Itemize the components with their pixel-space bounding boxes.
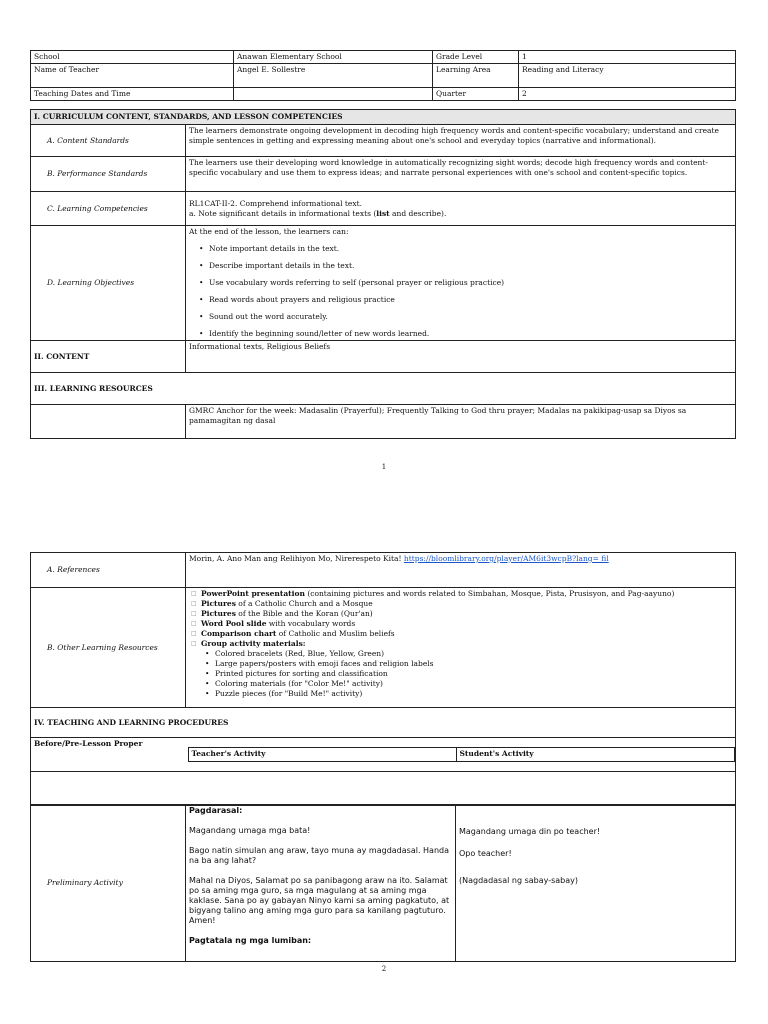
attendance-title: Pagtatala ng mga lumiban: xyxy=(189,936,312,945)
list-item: • Coloring materials (for "Color Me!" activity) xyxy=(205,679,732,689)
other-resources-label: B. Other Learning Resources xyxy=(31,588,186,708)
resources-table xyxy=(30,552,736,806)
list-item: • Read words about prayers and religious practice xyxy=(199,295,732,305)
content-label: II. CONTENT xyxy=(31,341,186,373)
student-line-3: (Nagdadasal ng sabay-sabay) xyxy=(459,876,579,885)
references-text: Morin, A. Ano Man ang Relihiyon Mo, Nirerespeto Kita! xyxy=(189,554,404,563)
dates-label: Teaching Dates and Time xyxy=(31,88,234,101)
pagdarasal-title: Pagdarasal: xyxy=(189,806,243,815)
references-cell xyxy=(186,553,736,588)
list-item: • Printed pictures for sorting and classification xyxy=(205,669,732,679)
section1-title: I. CURRICULUM CONTENT, STANDARDS, AND LESSON COMPETENCIES xyxy=(31,110,736,125)
preliminary-table xyxy=(30,804,736,962)
teacher-prayer-cell xyxy=(186,805,456,962)
group-materials-list xyxy=(189,649,732,699)
content-text: Informational texts, Religious Beliefs xyxy=(186,341,736,373)
list-item: □ Word Pool slide with vocabulary words xyxy=(191,619,732,629)
teacher-line-2: Bago natin simulan ang araw, tayo muna ay magdadasal. Handa na ba ang lahat? xyxy=(189,846,450,865)
teacher-line-3: Mahal na Diyos, Salamat po sa panibagong araw na ito. Salamat po sa aming mga guro, sa mga magulang at sa aming mga kaklase. Sana po ay gabayan Ninyo kami sa aming pagkatuto, at bigyang talino ang aming mga guro para sa kanilang pagtuturo. Amen! xyxy=(189,876,450,925)
list-item: □ Comparison chart of Catholic and Muslim beliefs xyxy=(191,629,732,639)
performance-standards-label: B. Performance Standards xyxy=(31,157,186,192)
performance-standards-text: The learners use their developing word knowledge in automatically recognizing sight words; decode high frequency words and content-specific vocabulary and use them to express ideas; and narrate personal experiences with one's school and content-specific topics. xyxy=(186,157,736,192)
list-item: • Puzzle pieces (for "Build Me!" activity) xyxy=(205,689,732,699)
competencies-label: C. Learning Competencies xyxy=(31,192,186,226)
grade-value: 1 xyxy=(519,51,736,64)
quarter-value: 2 xyxy=(519,88,736,101)
spacer-row xyxy=(31,772,736,806)
competencies-line1: RL1CAT-II-2. Comprehend informational text. xyxy=(189,198,362,208)
list-item: □ Group activity materials: xyxy=(191,639,732,649)
teacher-label: Name of Teacher xyxy=(31,64,234,88)
dates-value xyxy=(234,88,433,101)
list-item: □ PowerPoint presentation (containing pictures and words related to Simbahan, Mosque, Pista, Prusisyon, and Pag-aayuno) xyxy=(191,589,732,599)
list-item: • Use vocabulary words referring to self (personal prayer or religious practice) xyxy=(199,278,732,288)
student-activity-header: Student's Activity xyxy=(456,748,734,762)
grade-label: Grade Level xyxy=(433,51,519,64)
list-item: • Colored bracelets (Red, Blue, Yellow, Green) xyxy=(205,649,732,659)
page-number-2: 2 xyxy=(381,965,387,973)
content-standards-text: The learners demonstrate ongoing development in decoding high frequency words and content-specific vocabulary; understand and create simple sentences in getting and expressing meaning about one's school and everyday topics (narrative and informational). xyxy=(186,125,736,157)
teacher-line-1: Magandang umaga mga bata! xyxy=(189,826,311,835)
teacher-value: Angel E. Sollestre xyxy=(234,64,433,88)
competencies-cell xyxy=(186,192,736,226)
area-label: Learning Area xyxy=(433,64,519,88)
list-item: • Large papers/posters with emoji faces and religion labels xyxy=(205,659,732,669)
school-label: School xyxy=(31,51,234,64)
resources-label: III. LEARNING RESOURCES xyxy=(31,373,736,405)
school-value: Anawan Elementary School xyxy=(234,51,433,64)
student-line-2: Opo teacher! xyxy=(459,849,512,858)
header-info-table xyxy=(30,50,736,101)
competencies-line2: a. Note significant details in informational texts (list and describe). xyxy=(189,208,447,218)
preliminary-label: Preliminary Activity xyxy=(31,805,186,962)
objectives-intro: At the end of the lesson, the learners can: xyxy=(189,227,349,236)
gmrc-text: GMRC Anchor for the week: Madasalin (Prayerful); Frequently Talking to God thru prayer; Madalas na pakikipag-usap sa Diyos sa pamamagitan ng dasal xyxy=(186,405,736,439)
list-item: □ Pictures of a Catholic Church and a Mosque xyxy=(191,599,732,609)
objectives-cell xyxy=(186,226,736,341)
resources-empty-cell xyxy=(31,405,186,439)
student-response-cell xyxy=(456,805,736,962)
section4-title: IV. TEACHING AND LEARNING PROCEDURES xyxy=(31,708,736,738)
content-standards-label: A. Content Standards xyxy=(31,125,186,157)
area-value: Reading and Literacy xyxy=(519,64,736,88)
list-item: • Identify the beginning sound/letter of new words learned. xyxy=(199,329,732,339)
activity-header-cell xyxy=(186,738,736,772)
references-label: A. References xyxy=(31,553,186,588)
list-item: □ Pictures of the Bible and the Koran (Qur'an) xyxy=(191,609,732,619)
other-resources-cell xyxy=(186,588,736,708)
student-line-1: Magandang umaga din po teacher! xyxy=(459,827,601,836)
list-item: • Describe important details in the text. xyxy=(199,261,732,271)
activity-header-table xyxy=(188,747,735,762)
references-link[interactable]: https://bloomlibrary.org/player/AM6it3wcpB?lang= fil xyxy=(403,554,609,563)
list-item: • Sound out the word accurately. xyxy=(199,312,732,322)
other-resources-list xyxy=(189,589,732,649)
before-lesson-label: Before/Pre-Lesson Proper xyxy=(31,738,186,772)
teacher-activity-header: Teacher's Activity xyxy=(188,748,456,762)
objectives-list xyxy=(189,244,732,339)
list-item: • Note important details in the text. xyxy=(199,244,732,254)
quarter-label: Quarter xyxy=(433,88,519,101)
curriculum-table xyxy=(30,109,736,439)
objectives-label: D. Learning Objectives xyxy=(31,226,186,341)
page-number-1: 1 xyxy=(381,463,387,471)
